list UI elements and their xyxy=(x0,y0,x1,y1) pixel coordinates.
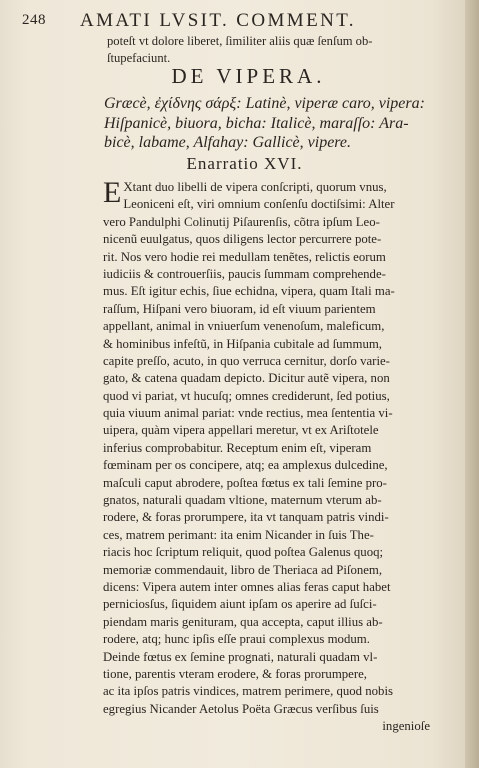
body-line: riacis hoc ſcriptum reliquit, quod poſtea Galenus quoq; xyxy=(103,545,384,560)
body-line: capite preſſo, acuto, in quo verruca cernitur, dorſo varie- xyxy=(103,353,390,368)
catchword: ingenioſe xyxy=(382,719,430,734)
body-line: quod vi pariat, vt hucuſq; omnes crediderunt, ſed potius, xyxy=(103,388,390,403)
body-line: rodere, atq; hunc ipſis eſſe praui complexus modum. xyxy=(103,632,370,647)
text-line: ſtupefaciunt. xyxy=(107,50,171,65)
names-line: Græcè, ἐχίδνης σάρξ: Latinè, viperæ caro, vipera: xyxy=(104,95,425,112)
section-title: DE VIPERA. xyxy=(171,64,326,88)
body-line: Leoniceni eſt, viri omnium conſenſu doctiſsimi: Alter xyxy=(123,197,395,212)
body-line: piendam maris genituram, qua accepta, caput illius ab- xyxy=(103,614,383,629)
body-line: raſſum, Hiſpani vero biuoram, id eſt viuum parientem xyxy=(103,301,376,316)
vernacular-names xyxy=(104,94,454,153)
running-title: AMATI LVSIT. COMMENT. xyxy=(80,10,356,31)
continuation-text xyxy=(107,33,447,66)
body-line: gato, & catena quadam depicto. Dicitur autẽ vipera, non xyxy=(103,371,390,386)
first-line-text: Xtant duo libelli de vipera conſcripti, quorum vnus, xyxy=(123,180,387,194)
page-gutter-shadow xyxy=(465,0,479,768)
body-line: & hominibus infeſtũ, in Hiſpania cubitale ad ſummum, xyxy=(103,336,383,351)
text-line: poteſt vt dolore liberet, ſimiliter aliis quæ ſenſum ob- xyxy=(107,34,373,48)
page-number: 248 xyxy=(22,12,46,28)
body-line: egregius Nicander Aetolus Poëta Græcus verſibus ſuis xyxy=(103,701,379,716)
body-line: memoriæ commendauit, libro de Theriaca ad Piſonem, xyxy=(103,562,383,577)
body-line: ces, matrem perimant: ita enim Nicander in ſuis The- xyxy=(103,527,374,542)
body-line: nicenũ euulgatus, quos diligens lector percurrere pote- xyxy=(103,232,382,247)
names-line: Hiſpanicè, biuora, bicha: Italicè, maraſſo: Ara- xyxy=(104,114,409,132)
body-line: appellant, animal in vniuerſum venenoſum, maleficum, xyxy=(103,319,385,334)
body-line: uipera, quàm vipera appellari meretur, vt ex Ariſtotele xyxy=(103,423,379,438)
body-line: ac ita ipſos patris vindices, matrem perimere, quod nobis xyxy=(103,684,393,699)
body-text xyxy=(103,176,448,736)
body-line: dicens: Vipera autem inter omnes alias feras caput habet xyxy=(103,579,391,594)
body-line: gnatos, naturali quadam vltione, maternum vterum ab- xyxy=(103,493,382,508)
body-line: mus. Eſt igitur echis, ſiue echidna, vipera, quam Itali ma- xyxy=(103,284,395,299)
body-line: Deinde fœtus ex ſemine prognati, naturali quadam vl- xyxy=(103,649,378,664)
body-line: fœminam per os concipere, atq; ea amplexus dulcedine, xyxy=(103,458,388,473)
enarratio-heading: Enarratio XVI. xyxy=(186,154,303,173)
body-line: iudiciis & controuerſiis, paucis ſummam comprehende- xyxy=(103,266,386,281)
body-line: tione, parentis vteram erodere, & foras prorumpere, xyxy=(103,666,368,681)
body-line: rit. Nos vero hodie rei medullam tenẽtes, relictis eorum xyxy=(103,249,386,264)
body-line: maſculi caput abrodere, poſtea fœtus ex tali ſemine pro- xyxy=(103,475,387,490)
drop-cap: E xyxy=(103,176,122,209)
body-line: quia viuum animal pariat: vnde rectius, mea ſententia vi- xyxy=(103,406,393,421)
body-line: rodere, & foras prorumpere, ita vt tanquam patris vindi- xyxy=(103,510,389,525)
body-line: inferius comprobabitur. Receptum enim eſt, viperam xyxy=(103,440,372,455)
names-line: bicè, labame, Alfahay: Gallicè, vipere. xyxy=(104,134,352,151)
body-line: vero Pandulphi Colinutij Piſaurenſis, cõtra ipſum Leo- xyxy=(103,214,380,229)
body-line: perniciosſus, ſiquidem aiunt ipſam os aperire ad ſuſci- xyxy=(103,597,377,612)
page-header xyxy=(22,8,462,32)
